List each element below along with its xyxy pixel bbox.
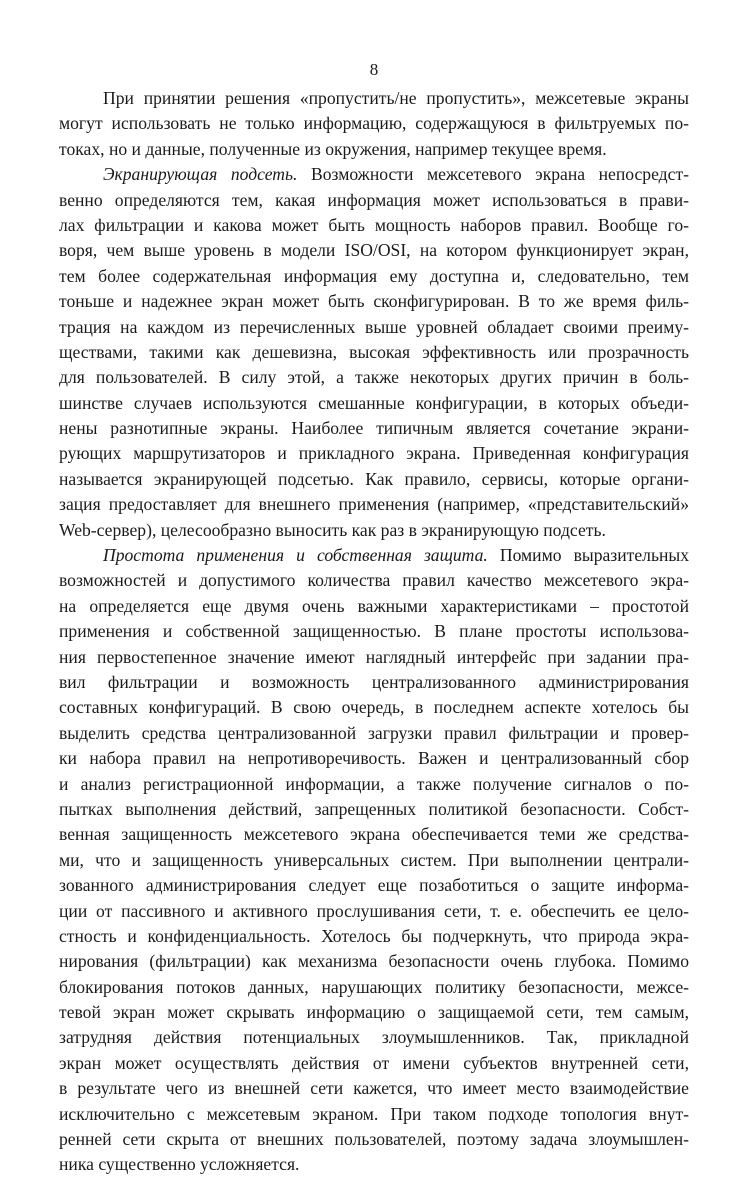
- text-line: [59, 238, 689, 263]
- text-line: [59, 441, 689, 466]
- text-line: [59, 86, 689, 111]
- text-line: [59, 772, 689, 797]
- text-line: [59, 518, 689, 543]
- text-line: [59, 162, 689, 187]
- paragraph: [59, 162, 689, 543]
- text-line: [59, 1051, 689, 1076]
- line-text: для пользователей. В силу этой, а также некоторых других причин в боль-: [59, 367, 689, 388]
- line-text: Помимо выразительных: [487, 545, 689, 566]
- line-text: применения и собственной защищенностью. В плане простоты использова-: [59, 621, 689, 642]
- text-line: [59, 264, 689, 289]
- text-line: [59, 492, 689, 517]
- text-line: [59, 467, 689, 492]
- text-line: [59, 645, 689, 670]
- line-text: пытках выполнения действий, запрещенных политикой безопасности. Собст-: [59, 798, 689, 819]
- text-line: [59, 619, 689, 644]
- line-text: ки набора правил на непротиворечивость. Важен и централизованный сбор: [59, 748, 689, 769]
- line-text: на определяется еще двумя очень важными характеристиками – простотой: [59, 595, 689, 616]
- text-line: [59, 721, 689, 746]
- line-text: венная защищенность межсетевого экрана обеспечивается теми же средства-: [59, 824, 689, 845]
- text-line: [59, 188, 689, 213]
- italic-heading: Экранирующая подсеть.: [103, 164, 298, 185]
- paragraph: [59, 86, 689, 162]
- line-text: вил фильтрации и возможность централизованного администрирования: [59, 671, 689, 692]
- line-text: тем более содержательная информация ему доступна и, следовательно, тем: [59, 265, 689, 286]
- text-line: [59, 391, 689, 416]
- text-line: [59, 695, 689, 720]
- line-text: зация предоставляет для внешнего применения (например, «представительский»: [59, 494, 689, 515]
- text-line: [59, 899, 689, 924]
- line-text: и анализ регистрационной информации, а также получение сигналов о по-: [59, 773, 689, 794]
- line-text: ренней сети скрыта от внешних пользователей, поэтому задача злоумышлен-: [59, 1129, 689, 1150]
- line-text: нены разнотипные экраны. Наиболее типичным является сочетание экрани-: [59, 418, 689, 439]
- line-text: нирования (фильтрации) как механизма безопасности очень глубока. Помимо: [59, 951, 689, 972]
- text-line: [59, 416, 689, 441]
- text-line: [59, 924, 689, 949]
- line-text: ции от пассивного и активного прослушивания сети, т. е. обеспечить ее цело-: [59, 900, 689, 921]
- text-line: [59, 848, 689, 873]
- line-text: ми, что и защищенность универсальных систем. При выполнении централи-: [59, 849, 689, 870]
- line-text: воря, чем выше уровень в модели ISO/OSI, на котором функционирует экран,: [59, 240, 689, 261]
- text-line: [59, 543, 689, 568]
- text-line: [59, 949, 689, 974]
- document-page: [59, 58, 689, 1178]
- italic-heading: Простота применения и собственная защита.: [103, 545, 488, 566]
- text-line: [59, 594, 689, 619]
- text-line: [59, 1102, 689, 1127]
- text-line: [59, 111, 689, 136]
- text-line: [59, 568, 689, 593]
- text-line: [59, 975, 689, 1000]
- text-line: [59, 289, 689, 314]
- line-text: стность и конфиденциальность. Хотелось бы подчеркнуть, что природа экра-: [59, 925, 689, 946]
- paragraph: [59, 543, 689, 1178]
- line-text: составных конфигураций. В свою очередь, в последнем аспекте хотелось бы: [59, 697, 689, 718]
- text-line: [59, 365, 689, 390]
- line-text: Возможности межсетевого экрана непосредст-: [297, 164, 689, 185]
- line-text: рующих маршрутизаторов и прикладного экрана. Приведенная конфигурация: [59, 443, 689, 464]
- line-text: исключительно с межсетевым экраном. При таком подходе топология внут-: [59, 1103, 689, 1124]
- text-line: [59, 746, 689, 771]
- text-line: [59, 670, 689, 695]
- line-text: возможностей и допустимого количества правил качество межсетевого экра-: [59, 570, 689, 591]
- line-text: токах, но и данные, полученные из окружения, например текущее время.: [59, 138, 607, 159]
- line-text: тевой экран может скрывать информацию о защищаемой сети, тем самым,: [59, 1002, 689, 1023]
- text-line: [59, 1000, 689, 1025]
- line-text: лах фильтрации и какова может быть мощность наборов правил. Вообще го-: [59, 214, 689, 235]
- line-text: При принятии решения «пропустить/не пропустить», межсетевые экраны: [103, 88, 689, 108]
- text-line: [59, 1076, 689, 1101]
- text-line: [59, 137, 689, 162]
- text-line: [59, 797, 689, 822]
- text-line: [59, 822, 689, 847]
- body-text: [59, 86, 689, 1178]
- text-line: [59, 213, 689, 238]
- line-text: выделить средства централизованной загрузки правил фильтрации и провер-: [59, 722, 689, 743]
- line-text: называется экранирующей подсетью. Как правило, сервисы, которые органи-: [59, 468, 689, 489]
- line-text: шинстве случаев используются смешанные конфигурации, в которых объеди-: [59, 392, 689, 413]
- line-text: блокирования потоков данных, нарушающих политику безопасности, межсе-: [59, 976, 689, 997]
- line-text: в результате чего из внешней сети кажется, что имеет место взаимодействие: [59, 1078, 689, 1099]
- line-text: ния первостепенное значение имеют наглядный интерфейс при задании пра-: [59, 646, 689, 667]
- line-text: зованного администрирования следует еще позаботиться о защите информа-: [59, 875, 689, 896]
- page-number: 8: [369, 60, 379, 79]
- line-text: могут использовать не только информацию, содержащуюся в фильтруемых по-: [59, 113, 689, 134]
- text-line: [59, 1127, 689, 1152]
- text-line: [59, 873, 689, 898]
- line-text: экран может осуществлять действия от имени субъектов внутренней сети,: [59, 1052, 689, 1073]
- text-line: [59, 340, 689, 365]
- text-line: [59, 1152, 689, 1177]
- line-text: трация на каждом из перечисленных выше уровней обладает своими преиму-: [59, 316, 689, 337]
- line-text: тоньше и надежнее экран может быть сконфигурирован. В то же время филь-: [59, 291, 689, 312]
- line-text: ника существенно усложняется.: [59, 1154, 300, 1175]
- text-line: [59, 315, 689, 340]
- text-line: [59, 1025, 689, 1050]
- line-text: венно определяются тем, какая информация может использоваться в прави-: [59, 189, 689, 210]
- line-text: затрудняя действия потенциальных злоумышленников. Так, прикладной: [59, 1027, 689, 1048]
- line-text: ществами, такими как дешевизна, высокая эффективность или прозрачность: [59, 341, 689, 362]
- line-text: Web-сервер), целесообразно выносить как раз в экранирующую подсеть.: [59, 519, 606, 540]
